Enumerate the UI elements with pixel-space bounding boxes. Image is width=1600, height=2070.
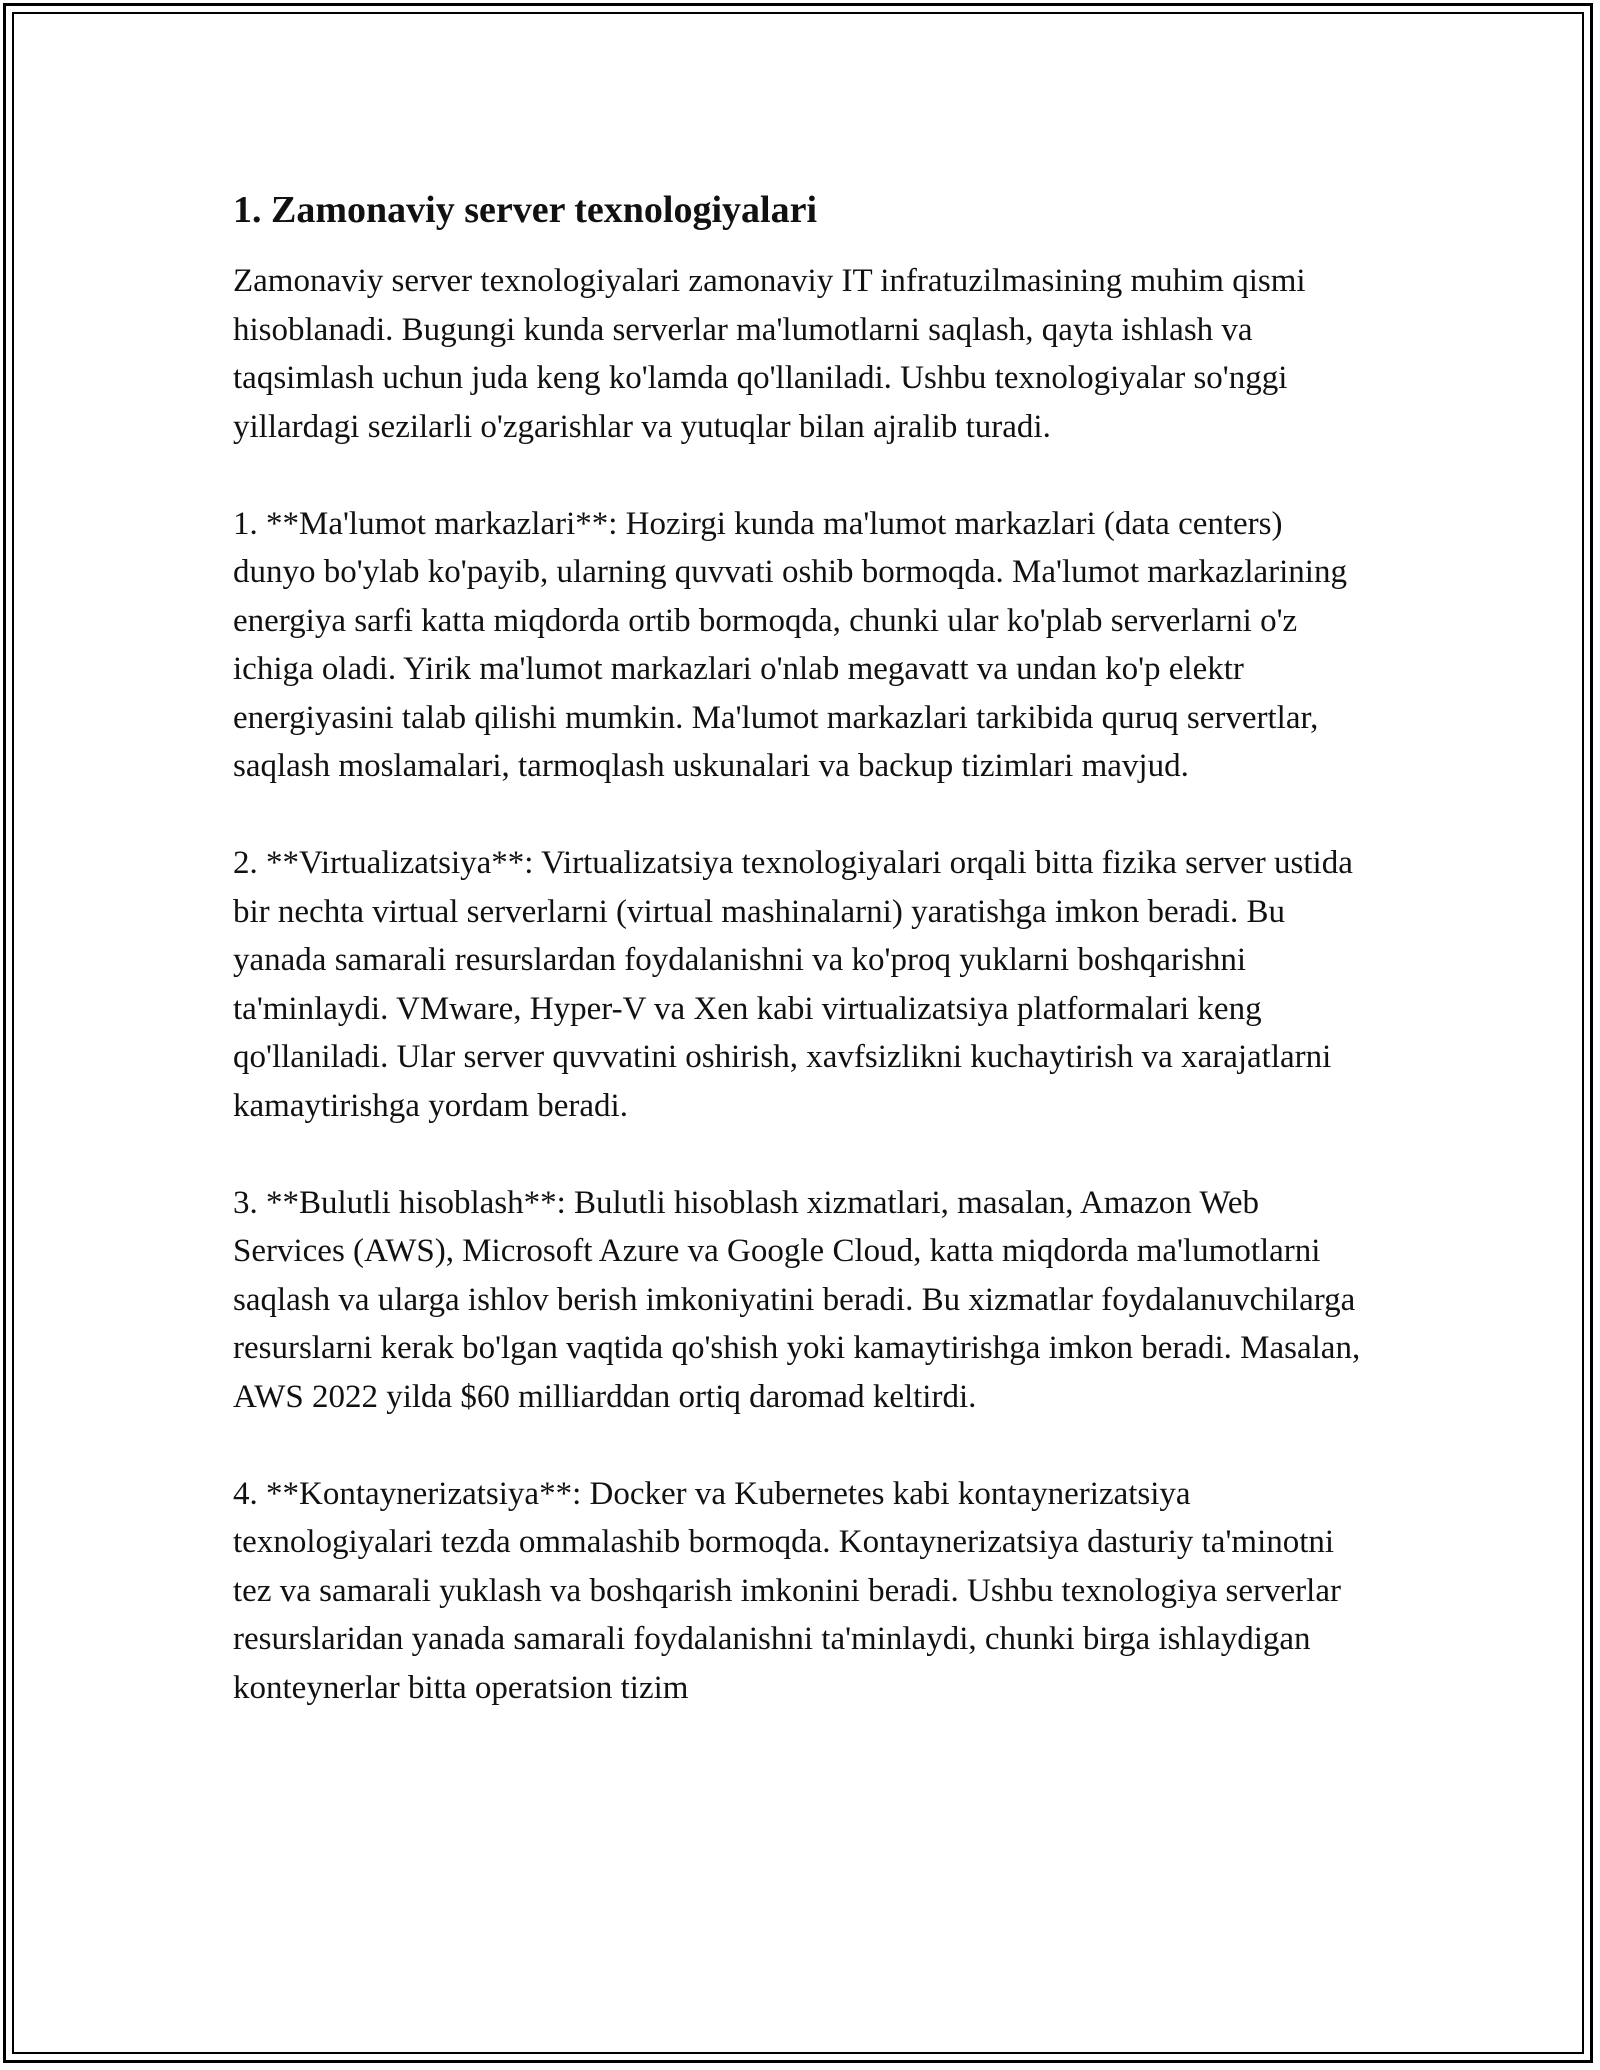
paragraph-cloud-computing: 3. **Bulutli hisoblash**: Bulutli hisoblash xizmatlari, masalan, Amazon Web Services (AWS), Microsoft Azure va Google Cloud, katta miqdorda ma'lumotlarni saqlash va ularga ishlov berish imkoniyatini beradi. Bu xizmatlar foydalanuvchilarga resurslarni kerak bo'lgan vaqtida qo'shish yoki kamaytirishga imkon beradi. Masalan, AWS 2022 yilda $60 milliarddan ortiq daromad keltirdi.: [233, 1184, 1361, 1415]
intro-paragraph: Zamonaviy server texnologiyalari zamonaviy IT infratuzilmasining muhim qismi hisoblanadi. Bugungi kunda serverlar ma'lumotlarni saqlash, qayta ishlash va taqsimlash uchun juda keng ko'lamda qo'llaniladi. Ushbu texnologiyalar so'nggi yillardagi sezilarli o'zgarishlar va yutuqlar bilan ajralib turadi.: [233, 263, 1306, 445]
section-heading: 1. Zamonaviy server texnologiyalari: [233, 189, 818, 231]
document-body: [233, 185, 1373, 1712]
paragraph-virtualization: 2. **Virtualizatsiya**: Virtualizatsiya texnologiyalari orqali bitta fizika server ustida bir nechta virtual serverlarni (virtual mashinalarni) yaratishga imkon beradi. Bu yanada samarali resurslardan foydalanishni va ko'proq yuklarni boshqarishni ta'minlaydi. VMware, Hyper-V va Xen kabi virtualizatsiya platformalari keng qo'llaniladi. Ular server quvvatini oshirish, xavfsizlikni kuchaytirish va xarajatlarni kamaytirishga yordam beradi.: [233, 845, 1353, 1124]
paragraph-data-centers: 1. **Ma'lumot markazlari**: Hozirgi kunda ma'lumot markazlari (data centers) dunyo bo'ylab ko'payib, ularning quvvati oshib bormoqda. Ma'lumot markazlarining energiya sarfi katta miqdorda ortib bormoqda, chunki ular ko'plab serverlarni o'z ichiga oladi. Yirik ma'lumot markazlari o'nlab megavatt va undan ko'p elektr energiyasini talab qilishi mumkin. Ma'lumot markazlari tarkibida quruq servertlar, saqlash moslamalari, tarmoqlash uskunalari va backup tizimlari mavjud.: [233, 505, 1347, 784]
paragraph-containerization: 4. **Kontaynerizatsiya**: Docker va Kubernetes kabi kontaynerizatsiya texnologiyalari tezda ommalashib bormoqda. Kontaynerizatsiya dasturiy ta'minotni tez va samarali yuklash va boshqarish imkonini beradi. Ushbu texnologiya serverlar resurslaridan yanada samarali foydalanishni ta'minlaydi, chunki birga ishlaydigan konteynerlar bitta operatsion tizim: [233, 1475, 1341, 1706]
